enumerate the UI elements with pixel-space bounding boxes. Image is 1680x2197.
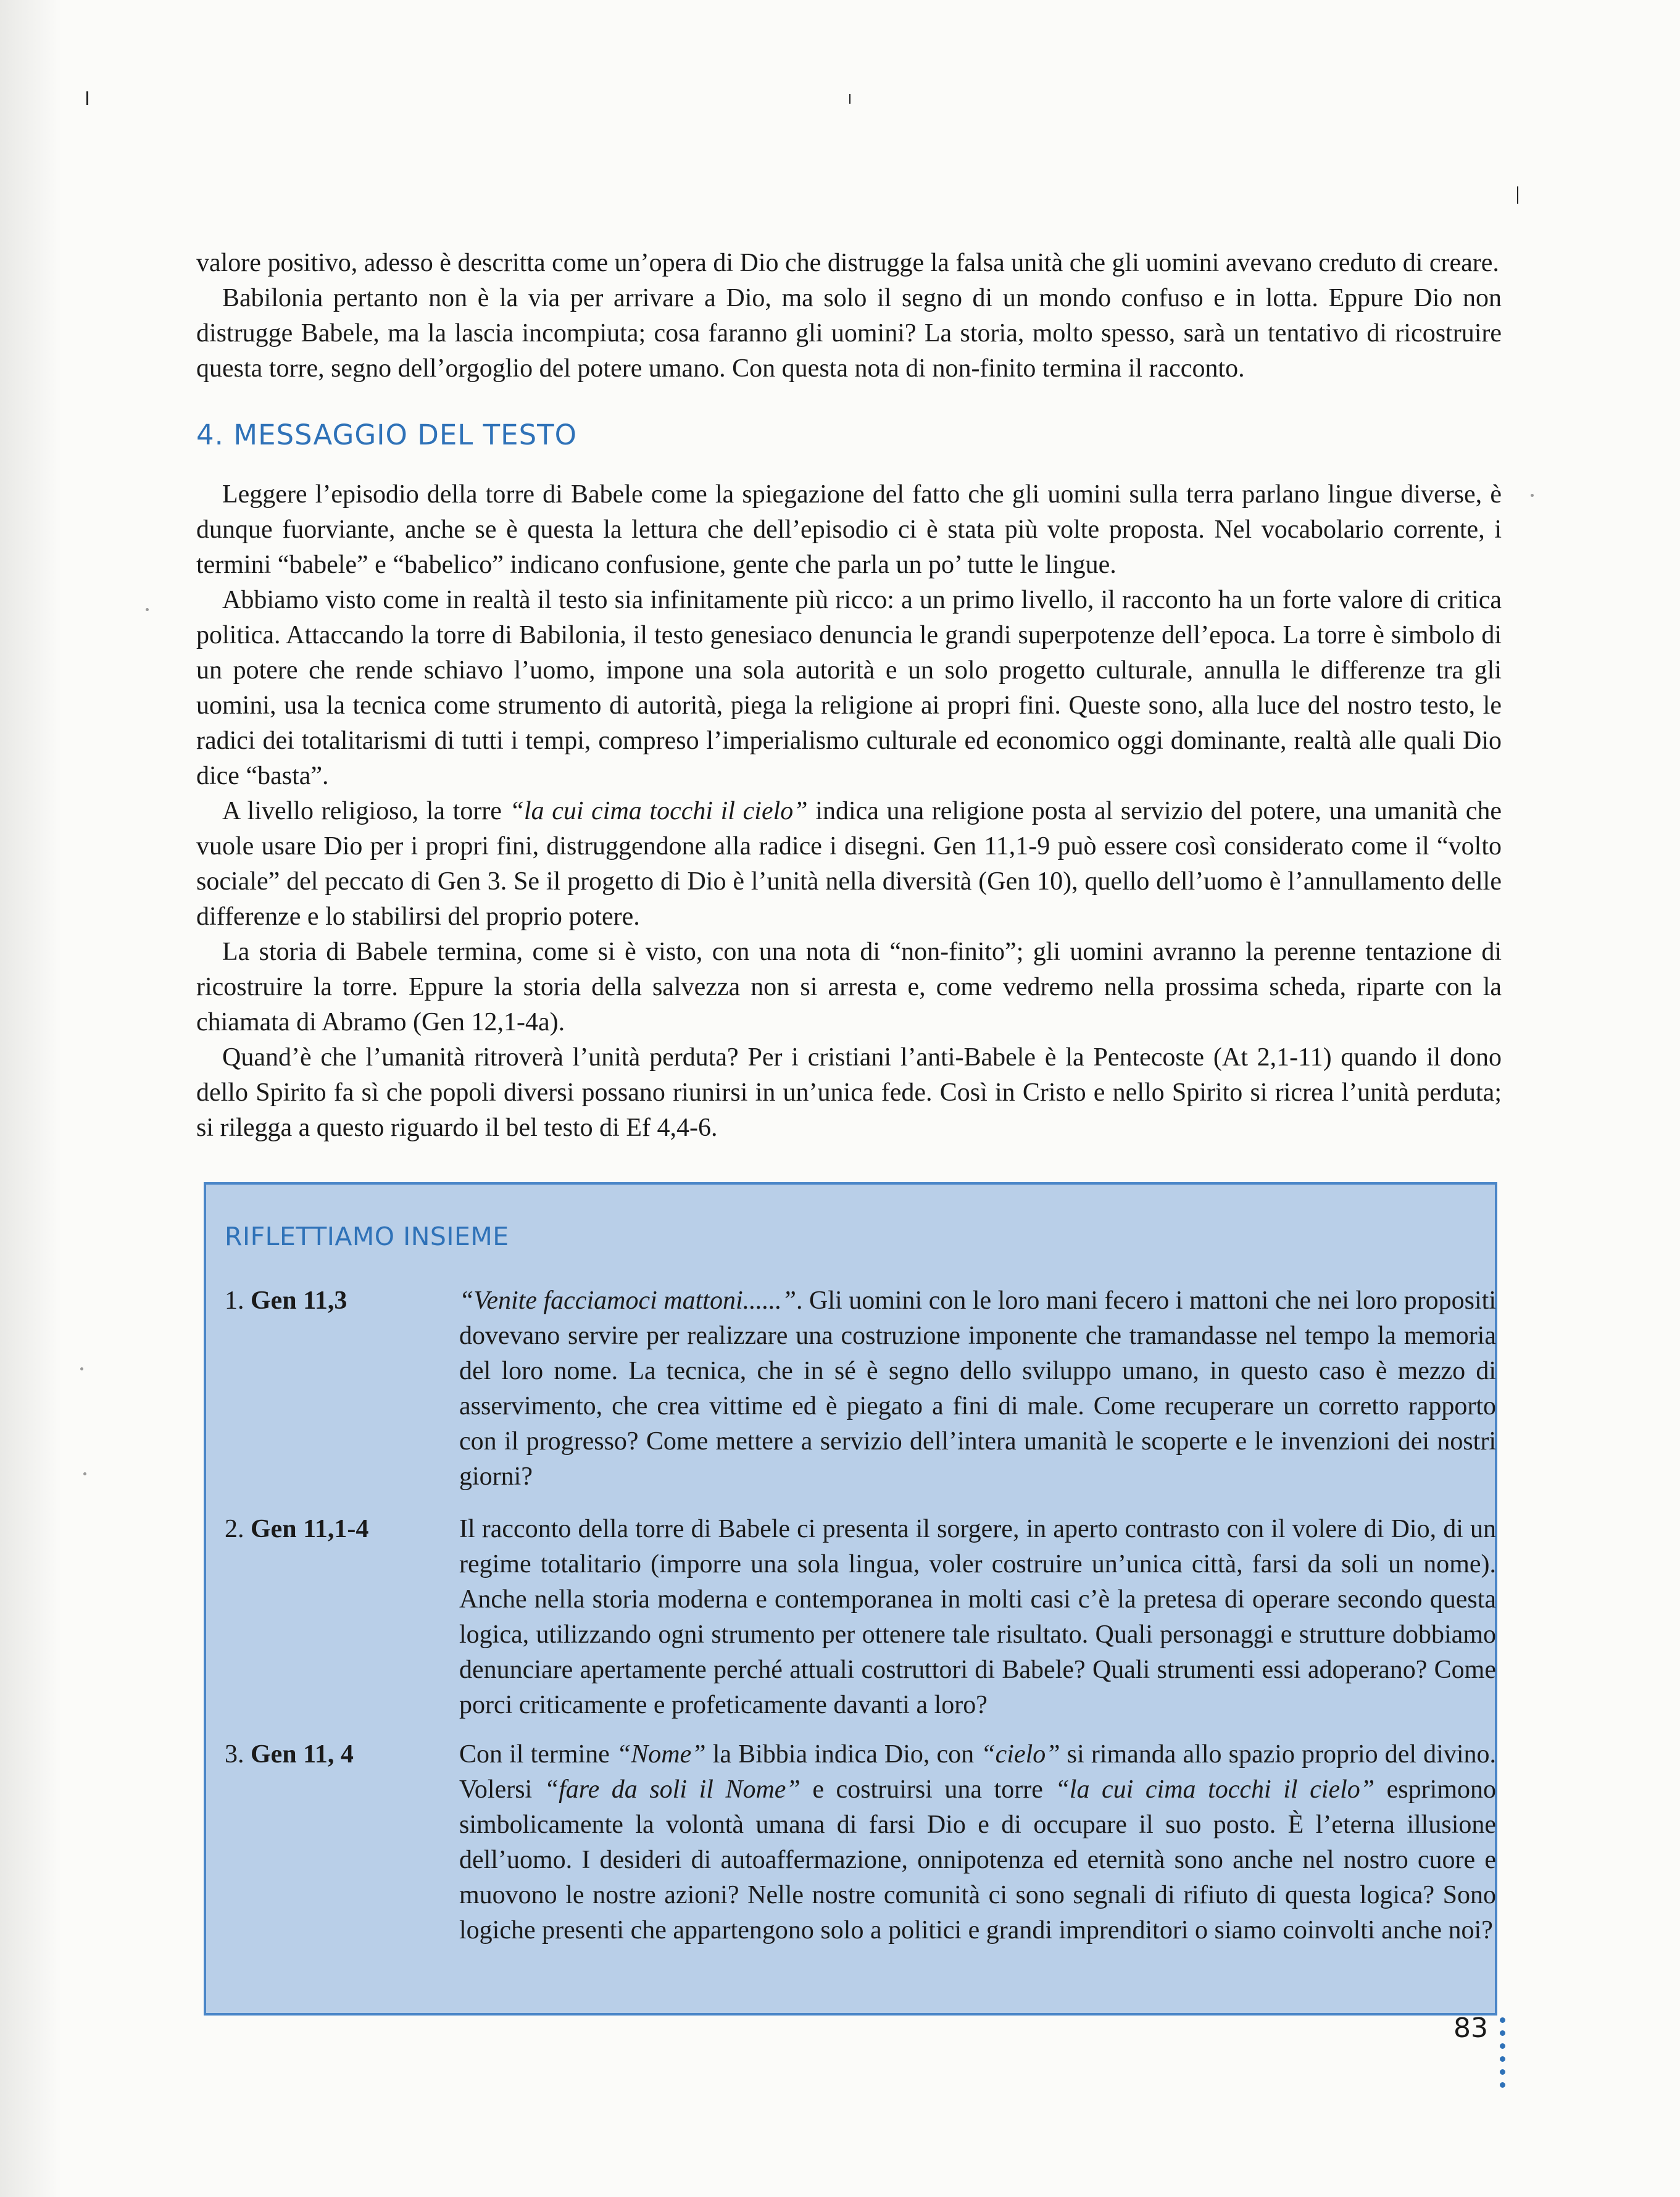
dot <box>1500 2082 1505 2088</box>
paragraph: Babilonia pertanto non è la via per arrivare a Dio, ma solo il segno di un mondo confuso e in lotta. Eppure Dio non distrugge Babele, ma la lascia incompiuta; cosa faranno gli uomini? La storia, molto spesso, sarà un tentativo di ricostruire questa torre, segno dell’orgoglio del potere umano. Con questa nota di non-finito termina il racconto. <box>196 284 1502 383</box>
text-run: esprimono simbolicamente la volontà umana di farsi Dio e di occupare il suo posto. È l’eterna illusione dell’uomo. I desideri di autoaffermazione, onnipotenza ed eternità sono anche nel nostro cuore e muovono le nostre azioni? Nelle nostre comunità ci sono segnali di rifiuto di questa logica? Sono logiche presenti che appartengono solo a politici e grandi imprenditori o siamo coinvolti anche noi? <box>459 1775 1496 1945</box>
paragraph <box>196 794 1502 935</box>
item-number: 2. <box>225 1515 244 1543</box>
section-heading: 4. MESSAGGIO DEL TESTO <box>196 419 578 451</box>
item-number: 1. <box>225 1286 244 1315</box>
crop-mark-right <box>1517 186 1518 204</box>
dot <box>1500 2069 1505 2075</box>
paragraph: Quand’è che l’umanità ritroverà l’unità perduta? Per i cristiani l’anti-Babele è la Pentecoste (At 2,1-11) quando il dono dello Spirito fa sì che popoli diversi possano riunirsi in un’unica fede. Così in Cristo e nello Spirito si ricrea l’unità perduta; si rilegga a questo riguardo il bel testo di Ef 4,4-6. <box>196 1043 1502 1142</box>
item-text: Il racconto della torre di Babele ci presenta il sorgere, in aperto contrasto con il volere di Dio, di un regime totalitario (imporre una sola lingua, voler costruire un’unica città, farsi da soli un nome). Anche nella storia moderna e contemporanea in molti casi c’è la pretesa di operare secondo questa logica, utilizzando ogni strumento per ottenere tale risultato. Quali personaggi e strutture dobbiamo denunciare apertamente perché attuali costruttori di Babele? Quali strumenti essi adoperano? Come porci criticamente e profeticamente davanti a loro? <box>459 1515 1496 1719</box>
crop-mark-left <box>86 91 88 105</box>
paragraph: valore positivo, adesso è descritta come un’opera di Dio che distrugge la falsa unità che gli uomini avevano creduto di creare. <box>196 249 1499 277</box>
text-run: indica una religione posta al servizio del potere, una umanità che vuole usare Dio per i propri fini, distruggendone alla radice i disegni. Gen 11,1-9 può essere così considerato come il “volto sociale” del peccato di Gen 3. Se il progetto di Dio è l’unità nella diversità (Gen 10), quello dell’uomo è l’annullamento delle differenze e lo stabilirsi del proprio potere. <box>196 797 1502 931</box>
reflection-box <box>204 1182 1497 2016</box>
item-reference <box>225 1737 435 1772</box>
dot <box>1500 2043 1505 2049</box>
quote: “Nome” <box>616 1740 706 1769</box>
item-reference <box>225 1512 435 1547</box>
page-fold-shadow <box>0 0 62 2197</box>
item-text <box>459 1737 1496 1948</box>
text-run: A livello religioso, la torre <box>222 797 510 825</box>
main-text <box>196 246 1502 1146</box>
quote: “cielo” <box>981 1740 1060 1769</box>
scan-speck <box>1531 494 1534 497</box>
paragraph: Leggere l’episodio della torre di Babele come la spiegazione del fatto che gli uomini sulla terra parlano lingue diverse, è dunque fuorviante, anche se è questa la lettura che dell’episodio ci è stata più volte proposta. Nel vocabolario corrente, i termini “babele” e “babelico” indicano confusione, gente che parla un po’ tutte le lingue. <box>196 480 1502 579</box>
quote: “la cui cima tocchi il cielo” <box>509 797 808 825</box>
item-number: 3. <box>225 1740 244 1769</box>
item-citation: Gen 11,3 <box>251 1286 347 1315</box>
quote: “la cui cima tocchi il cielo” <box>1055 1775 1375 1804</box>
item-citation: Gen 11,1-4 <box>251 1515 369 1543</box>
page-number-dots <box>1500 2017 1507 2095</box>
quote: “fare da soli il Nome” <box>544 1775 800 1804</box>
item-citation: Gen 11, 4 <box>251 1740 354 1769</box>
paragraph: La storia di Babele termina, come si è visto, con una nota di “non-finito”; gli uomini avranno la perenne tentazione di ricostruire la torre. Eppure la storia della salvezza non si arresta e, come vedremo nella prossima scheda, riparte con la chiamata di Abramo (Gen 12,1-4a). <box>196 938 1502 1036</box>
text-run: Con il termine <box>459 1740 617 1769</box>
page-number: 83 <box>1453 2012 1488 2044</box>
crop-mark-top <box>849 94 850 104</box>
quote: “Venite facciamoci mattoni......” <box>459 1286 796 1315</box>
text-run: si rimanda allo spazio proprio del divino. Volersi <box>459 1740 1496 1804</box>
text-run: e costruirsi una torre <box>800 1775 1055 1804</box>
paragraph: Abbiamo visto come in realtà il testo sia infinitamente più ricco: a un primo livello, il racconto ha un forte valore di critica politica. Attaccando la torre di Babilonia, il testo genesiaco denuncia le grandi superpotenze dell’epoca. La torre è simbolo di un potere che rende schiavo l’uomo, impone una sola autorità e un solo progetto culturale, annulla le differenze tra gli uomini, usa la tecnica come strumento di autorità, piega la religione ai propri fini. Queste sono, alla luce del nostro testo, le radici dei totalitarismi di tutti i tempi, compreso l’imperialismo culturale ed economico oggi dominante, realtà alle quali Dio dice “basta”. <box>196 586 1502 790</box>
item-reference <box>225 1283 435 1319</box>
box-title: RIFLETTIAMO INSIEME <box>225 1222 509 1251</box>
scan-speck <box>83 1472 86 1475</box>
scan-speck <box>80 1367 83 1370</box>
scan-speck <box>146 608 149 611</box>
dot <box>1500 2030 1505 2036</box>
item-text <box>459 1283 1496 1495</box>
dot <box>1500 2056 1505 2062</box>
dot <box>1500 2017 1505 2023</box>
text-run: la Bibbia indica Dio, con <box>705 1740 981 1769</box>
text-run: . Gli uomini con le loro mani fecero i mattoni che nei loro propositi dovevano servire per realizzare una costruzione imponente che tramandasse nel tempo la memoria del loro nome. La tecnica, che in sé è segno dello sviluppo umano, in questo caso è mezzo di asservimento, che crea vittime ed è piegato a fini di male. Come recuperare un corretto rapporto con il progresso? Come mettere a servizio dell’intera umanità le scoperte e le invenzioni dei nostri giorni? <box>459 1286 1496 1491</box>
